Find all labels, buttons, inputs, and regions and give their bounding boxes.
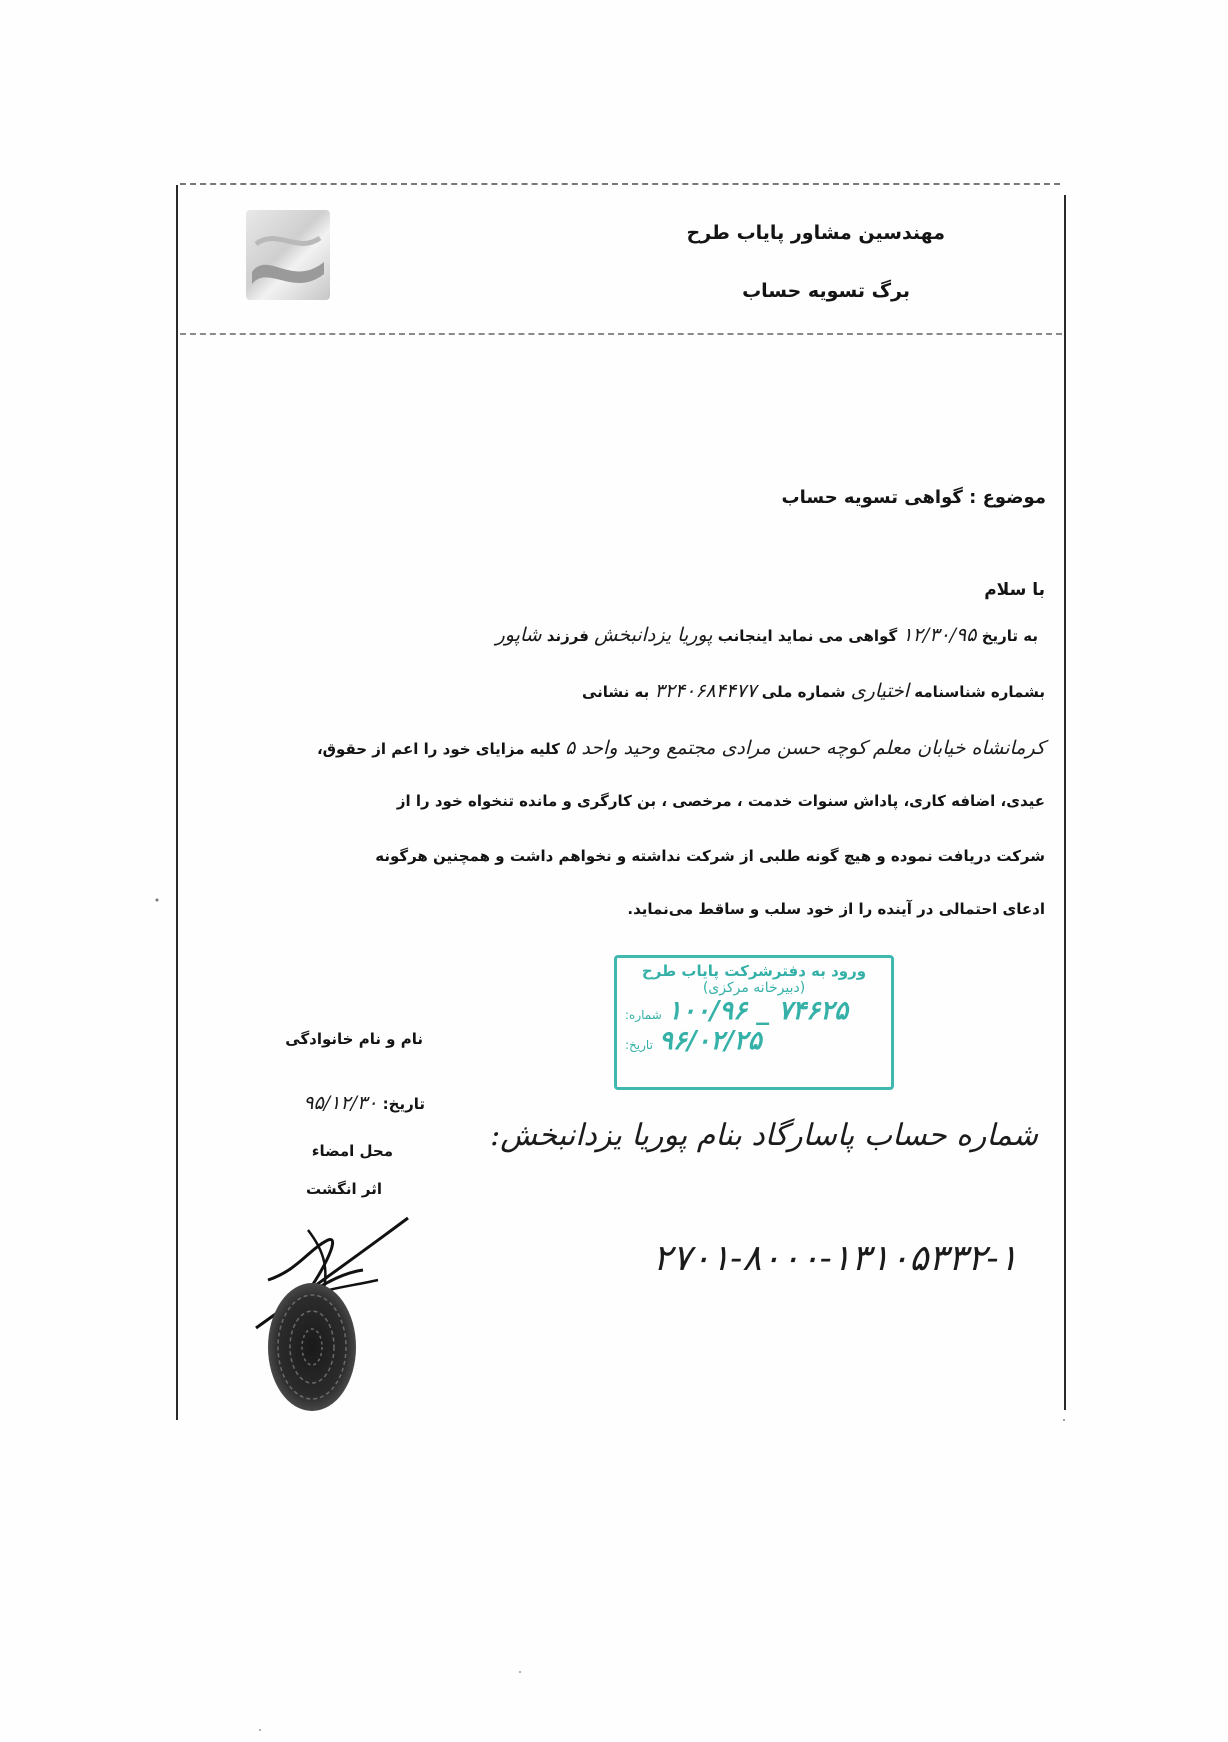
name-label: نام و نام خانوادگی xyxy=(285,1030,423,1048)
logo-wave-icon xyxy=(246,210,330,300)
signature-date-label: تاریخ: xyxy=(382,1095,425,1113)
line1-mid: گواهی می نماید اینجانب xyxy=(712,627,903,645)
stamp-number-row xyxy=(625,996,883,1026)
line1-child: فرزند xyxy=(541,627,595,645)
company-logo xyxy=(246,210,330,300)
body-line-4: عیدی، اضافه کاری، پاداش سنوات خدمت ، مرخصی ، بن کارگری و مانده تنخواه خود را از xyxy=(396,792,1045,810)
registration-stamp xyxy=(614,955,894,1090)
letterhead-divider xyxy=(180,333,1062,335)
signature-date-value: ۹۵/۱۲/۳۰ xyxy=(303,1092,378,1114)
stamp-date-value: ۹۶/۰۲/۲۵ xyxy=(658,1026,762,1056)
letterhead-right-border xyxy=(1064,195,1066,1410)
line3-suffix: کلیه مزایای خود را اعم از حقوق، xyxy=(316,740,566,758)
subject-line: موضوع : گواهی تسویه حساب xyxy=(781,487,1046,508)
line2-mid: شماره ملی xyxy=(756,683,851,701)
account-note: شماره حساب پاسارگاد بنام پوریا یزدانبخش: xyxy=(490,1118,1038,1153)
stamp-title: ورود به دفترشرکت پایاب طرح xyxy=(641,962,867,980)
birth-certificate-number: اختیاری xyxy=(850,680,910,702)
body-line-5: شرکت دریافت نموده و هیچ گونه طلبی از شرکت نداشته و نخواهم داشت و همچنین هرگونه xyxy=(375,847,1045,865)
father-name: شاپور xyxy=(495,624,542,646)
national-id: ۳۲۴۰۶۸۴۴۷۷ xyxy=(654,680,757,702)
letterhead-top-border xyxy=(180,183,1060,185)
account-number: ۲۷۰۱-۸۰۰۰-۱۳۱۰۵۳۳۲-۱ xyxy=(652,1238,1018,1279)
greeting: با سلام xyxy=(984,580,1045,600)
signature-date xyxy=(303,1092,425,1114)
stamp-number-label: شماره: xyxy=(625,1008,662,1022)
stamp-date-label: تاریخ: xyxy=(625,1038,653,1052)
line2-suffix: به نشانی xyxy=(581,683,655,701)
signature-place-label: محل امضاء xyxy=(311,1142,393,1160)
thumbprint-icon xyxy=(262,1275,362,1415)
address: کرمانشاه خیابان معلم کوچه حسن مرادی مجتمع وحید واحد ۵ xyxy=(565,737,1045,759)
body-line-6: ادعای احتمالی در آینده را از خود سلب و ساقط می‌نماید. xyxy=(627,900,1045,918)
body-line-2 xyxy=(582,680,1045,702)
settlement-date: ۱۲/۳۰/۹۵ xyxy=(902,624,977,646)
letterhead-left-border xyxy=(176,185,178,1420)
line1-prefix: به تاریخ xyxy=(976,627,1038,645)
stamp-subtitle: (دبیرخانه مرکزی) xyxy=(702,980,806,996)
form-title: برگ تسویه حساب xyxy=(742,280,910,302)
stamp-number-value: ۷۴۶۲۵ _ ۱۰۰/۹۶ xyxy=(667,996,849,1026)
employee-name: پوریا یزدانبخش xyxy=(594,624,713,646)
stamp-date-row xyxy=(625,1026,883,1056)
line2-prefix: بشماره شناسنامه xyxy=(909,683,1045,701)
body-line-3 xyxy=(317,737,1045,759)
body-line-1 xyxy=(496,624,1038,646)
thumbprint-label: اثر انگشت xyxy=(306,1180,382,1198)
company-name: مهندسین مشاور پایاب طرح xyxy=(686,222,945,244)
